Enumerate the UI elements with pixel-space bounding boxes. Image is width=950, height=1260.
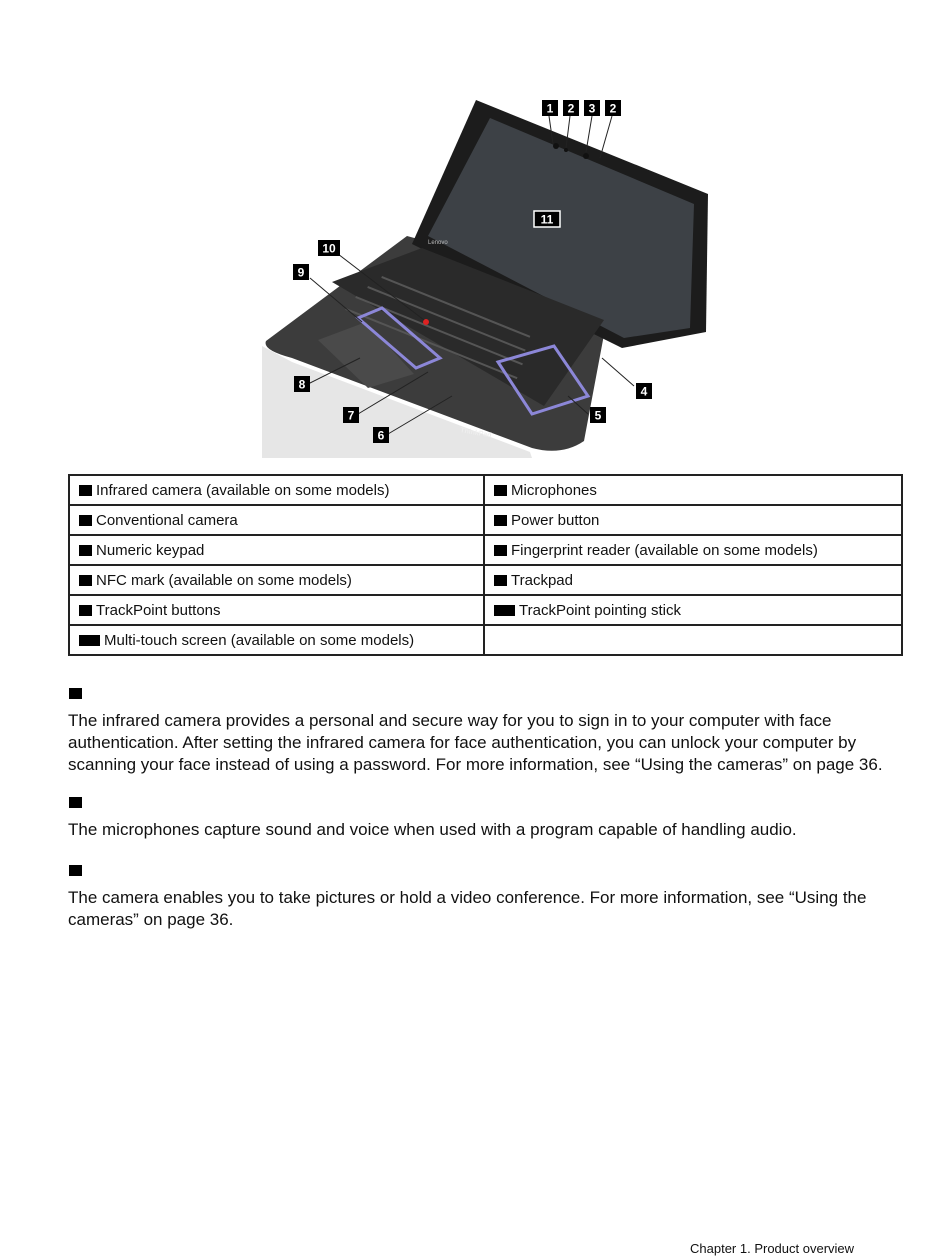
callout-badge [343,407,359,423]
table-row [69,505,902,535]
table-row [69,625,902,655]
callout-marker [79,575,92,586]
callout-marker [494,605,515,616]
legend-label: Conventional camera [96,511,238,529]
table-row [69,565,902,595]
callout-badge [584,100,600,116]
callout-number: 2 [609,101,617,116]
legend-cell [484,505,902,535]
bezel-brand: Lenovo [428,240,448,246]
callout-badge [636,383,652,399]
legend-cell [69,595,484,625]
laptop-figure [262,96,708,458]
callout-number: 2 [567,101,575,116]
camera-dot [583,153,589,159]
callout-marker [79,605,92,616]
camera-dot [553,143,559,149]
legend-cell [69,565,484,595]
callout-number: 7 [347,408,355,423]
callout-badge [293,264,309,280]
microphones-description: The microphones capture sound and voice when used with a program capable of handling audio. [68,820,797,839]
callout-marker [494,545,507,556]
callout-number: 10 [322,241,336,256]
callout-number: 3 [588,101,596,116]
callout-badge [563,100,579,116]
legend-cell [69,535,484,565]
callout-badge [318,240,340,256]
legend-label: TrackPoint buttons [96,601,221,619]
legend-cell [69,475,484,505]
legend-cell [484,535,902,565]
legend-label: TrackPoint pointing stick [519,601,682,619]
legend-label: Numeric keypad [96,541,205,559]
section-marker [69,688,82,699]
table-row [69,475,902,505]
legend-cell [484,595,902,625]
legend-label: Trackpad [511,571,573,589]
legend-label: Power button [511,511,600,529]
callout-marker [79,635,100,646]
callout-number: 8 [298,377,306,392]
palmrest-brand: ThinkPad [459,427,492,440]
legend-cell [484,475,902,505]
callout-number: 6 [377,428,385,443]
callout-badge [534,211,560,227]
callout-number: 5 [594,408,602,423]
section-marker [69,865,82,876]
callout-marker [79,485,92,496]
camera-dot [564,148,568,152]
legend-label: Microphones [511,481,597,499]
callout-badge [373,427,389,443]
table-row [69,595,902,625]
legend-cell [69,505,484,535]
callout-marker [79,545,92,556]
camera-description: The camera enables you to take pictures or hold a video conference. For more information, see “Using the cameras” on page 36. [68,888,867,929]
legend-table [68,474,903,656]
callout-badge [590,407,606,423]
legend-cell [484,565,902,595]
legend-label: Fingerprint reader (available on some models) [511,541,818,559]
callout-badge [294,376,310,392]
legend-cell-empty [484,625,902,655]
callout-number: 9 [297,265,305,280]
callout-marker [494,515,507,526]
legend-label: Infrared camera (available on some models) [96,481,390,499]
callout-number: 11 [540,212,554,227]
callout-number: 4 [640,384,648,399]
infrared-camera-description: The infrared camera provides a personal and secure way for you to sign in to your computer with face authentication. After setting the infrared camera for face authentication, you can unlock your computer by scanning your face instead of using a password. For more information, see “Using the cameras” on page 36. [68,711,883,774]
section-marker [69,797,82,808]
callout-badge [542,100,558,116]
legend-label: NFC mark (available on some models) [96,571,352,589]
callout-marker [494,575,507,586]
callout-marker [494,485,507,496]
page-footer: Chapter 1. Product overview [690,1241,855,1256]
callout-badge [605,100,621,116]
legend-label: Multi-touch screen (available on some models) [104,631,415,649]
table-row [69,535,902,565]
callout-number: 1 [546,101,554,116]
callout-marker [79,515,92,526]
legend-cell [69,625,484,655]
